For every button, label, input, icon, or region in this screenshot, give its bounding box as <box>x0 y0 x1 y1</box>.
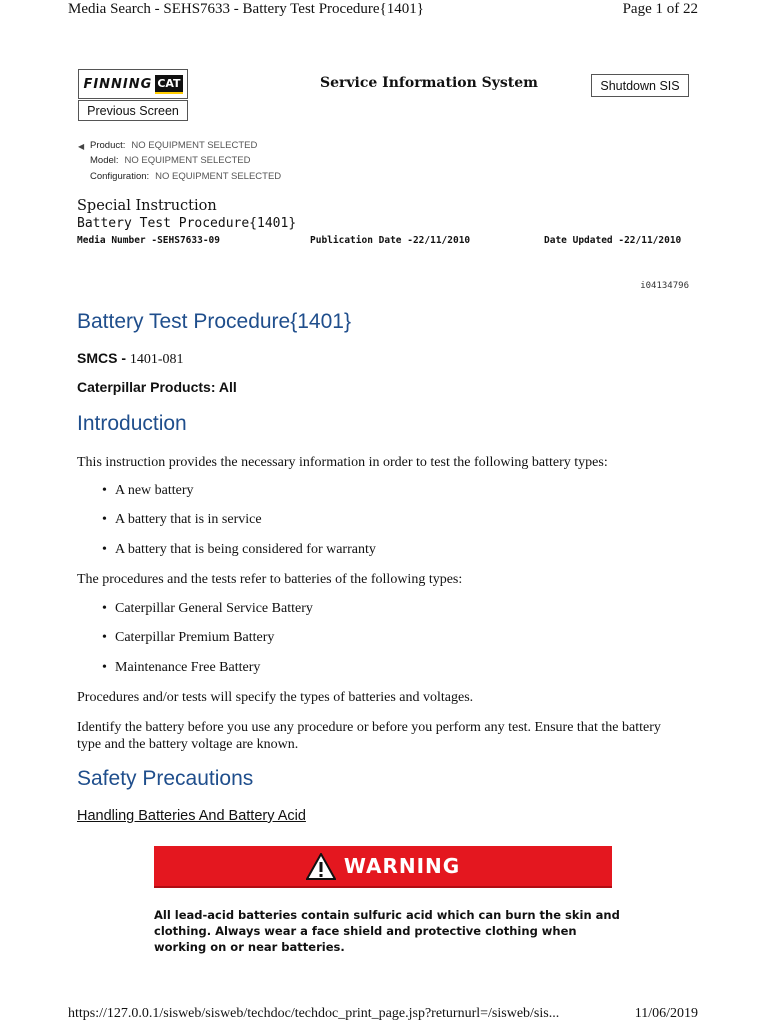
handling-batteries-heading: Handling Batteries And Battery Acid <box>77 808 306 824</box>
configuration-label: Configuration: <box>90 171 150 182</box>
configuration-row <box>90 171 281 182</box>
product-label: Product: <box>90 140 126 151</box>
list-item: • Caterpillar General Service Battery <box>102 601 313 617</box>
identify-paragraph: Identify the battery before you use any procedure or before you perform any test. Ensure that the battery type and the battery voltage are known. <box>77 720 661 752</box>
list-item: • A new battery <box>102 483 194 499</box>
collapse-arrow-icon[interactable]: ◀ <box>78 142 85 151</box>
document-subtitle: Battery Test Procedure{1401} <box>77 216 297 231</box>
smcs-label: SMCS - <box>77 350 130 366</box>
product-value: NO EQUIPMENT SELECTED <box>131 140 258 151</box>
logo-finning-text: FINNING <box>83 76 153 92</box>
reference-id: i04134796 <box>640 281 689 291</box>
model-row <box>90 155 251 166</box>
warning-label: WARNING <box>343 854 461 878</box>
print-page-number: Page 1 of 22 <box>622 1 698 17</box>
smcs-line <box>77 350 184 368</box>
types-paragraph: The procedures and the tests refer to batteries of the following types: <box>77 572 463 587</box>
warning-triangle-icon <box>306 853 336 880</box>
sis-title: Service Information System <box>320 75 538 91</box>
caterpillar-products: Caterpillar Products: All <box>77 379 237 395</box>
model-label: Model: <box>90 155 119 166</box>
procedures-paragraph: Procedures and/or tests will specify the types of batteries and voltages. <box>77 690 474 705</box>
product-row <box>90 140 257 151</box>
media-number: Media Number -SEHS7633-09 <box>77 235 220 246</box>
warning-banner <box>154 846 612 888</box>
page-title: Battery Test Procedure{1401} <box>77 310 351 333</box>
logo-cat-text: CAT <box>155 75 182 94</box>
warning-message: All lead-acid batteries contain sulfuric acid which can burn the skin and clothing. Always wear a face shield and protective clothing when working on or near batteries. <box>154 908 620 954</box>
intro-paragraph: This instruction provides the necessary information in order to test the following battery types: <box>77 455 608 470</box>
print-header-title: Media Search - SEHS7633 - Battery Test Procedure{1401} <box>68 1 424 17</box>
finning-cat-logo <box>78 69 188 99</box>
model-value: NO EQUIPMENT SELECTED <box>124 155 251 166</box>
print-footer-date: 11/06/2019 <box>634 1006 698 1021</box>
list-item: • A battery that is in service <box>102 512 262 528</box>
introduction-heading: Introduction <box>77 412 187 435</box>
list-item: • A battery that is being considered for warranty <box>102 542 376 558</box>
configuration-value: NO EQUIPMENT SELECTED <box>155 171 282 182</box>
print-footer-url: https://127.0.0.1/sisweb/sisweb/techdoc/techdoc_print_page.jsp?returnurl=/sisweb/sis... <box>68 1006 560 1021</box>
list-item: • Caterpillar Premium Battery <box>102 630 274 646</box>
list-item: • Maintenance Free Battery <box>102 660 260 676</box>
previous-screen-button[interactable]: Previous Screen <box>78 100 188 121</box>
safety-precautions-heading: Safety Precautions <box>77 767 254 790</box>
smcs-value: 1401-081 <box>129 352 184 367</box>
shutdown-sis-button[interactable]: Shutdown SIS <box>591 74 689 97</box>
document-type: Special Instruction <box>77 198 217 214</box>
publication-date: Publication Date -22/11/2010 <box>310 235 471 246</box>
date-updated: Date Updated -22/11/2010 <box>544 235 682 246</box>
